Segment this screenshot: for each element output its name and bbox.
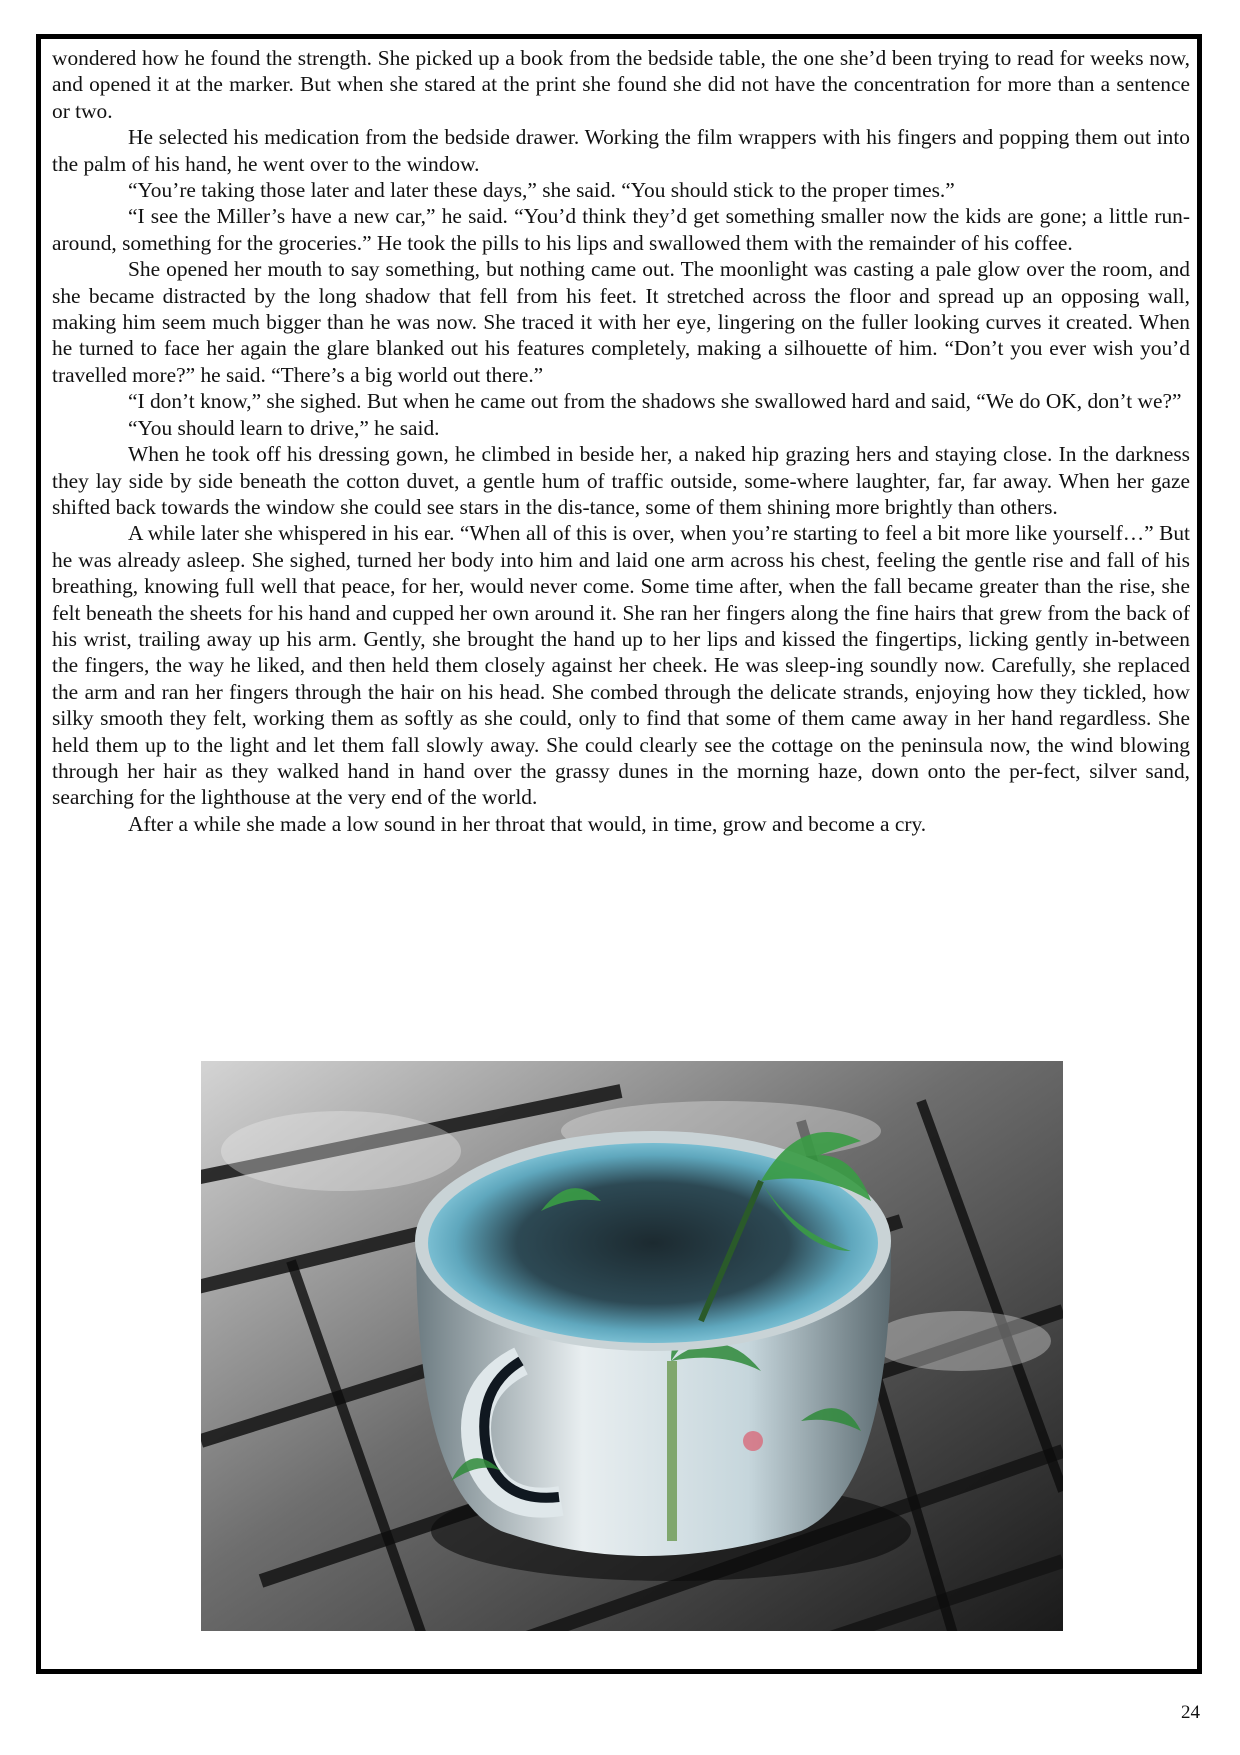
paragraph-10: After a while she made a low sound in her throat that would, in time, grow and become a cry. [128,811,927,836]
paragraph-7: “You should learn to drive,” he said. [128,415,440,440]
paragraph-3: “You’re taking those later and later these days,” she said. “You should stick to the proper times.” [128,178,955,203]
paragraph-1: wondered how he found the strength. She picked up a book from the bedside table, the one she’d been trying to read for weeks now, and opened it at the marker. But when she stared at the print she found she did not have the concentration for more than a sentence or two. [52,46,1190,123]
teacup-photo [201,1061,1063,1631]
paragraph-4: “I see the Miller’s have a new car,” he said. “You’d think they’d get something smaller now the kids are gone; a little run-around, something for the groceries.” He took the pills to his lips and swallowed them with the remainder of his coffee. [52,204,1190,255]
page-frame [36,34,1202,1674]
paragraph-6: “I don’t know,” she sighed. But when he came out from the shadows she swallowed hard and said, “We do OK, don’t we?” [128,389,1182,414]
paragraph-2: He selected his medication from the bedside drawer. Working the film wrappers with his fingers and popping them out into the palm of his hand, he went over to the window. [52,125,1190,176]
paragraph-8: When he took off his dressing gown, he climbed in beside her, a naked hip grazing hers and staying close. In the darkness they lay side by side beneath the cotton duvet, a gentle hum of traffic outside, some-where laughter, far, far away. When her gaze shifted back towards the window she could see stars in the dis-tance, some of them shining more brightly than others. [52,442,1190,519]
page-number: 24 [1181,1702,1200,1723]
paragraph-9: A while later she whispered in his ear. “When all of this is over, when you’re starting to feel a bit more like yourself…” But he was already asleep. She sighed, turned her body into him and laid one arm across his chest, feeling the gentle rise and fall of his breathing, knowing full well that peace, for her, would never come. Some time after, when the fall became greater than the rise, she felt beneath the sheets for his hand and cupped her own around it. She ran her fingers along the fine hairs that grew from the back of his wrist, trailing away up his arm. Gently, she brought the hand up to her lips and kissed the fingertips, licking gently in-between the fingers, the way he liked, and then held them closely against her cheek. He was sleep-ing soundly now. Carefully, she replaced the arm and ran her fingers through the hair on his head. She combed through the delicate strands, enjoying how they tickled, how silky smooth they felt, working them as softly as she could, only to find that some of them came away in her hand regardless. She held them up to the light and let them fall slowly away. She could clearly see the cottage on the peninsula now, the wind blowing through her hair as they walked hand in hand over the grassy dunes in the morning haze, down onto the per-fect, silver sand, searching for the lighthouse at the very end of the world. [52,521,1190,810]
story-text [52,45,1190,837]
paragraph-5: She opened her mouth to say something, but nothing came out. The moonlight was casting a pale glow over the room, and she became distracted by the long shadow that fell from his feet. It stretched across the floor and spread up an opposing wall, making him seem much bigger than he was now. She traced it with her eye, lingering on the fuller looking curves it created. When he turned to face her again the glare blanked out his features completely, making a silhouette of him. “Don’t you ever wish you’d travelled more?” he said. “There’s a big world out there.” [52,257,1190,387]
teacup-illustration [201,1061,1063,1631]
